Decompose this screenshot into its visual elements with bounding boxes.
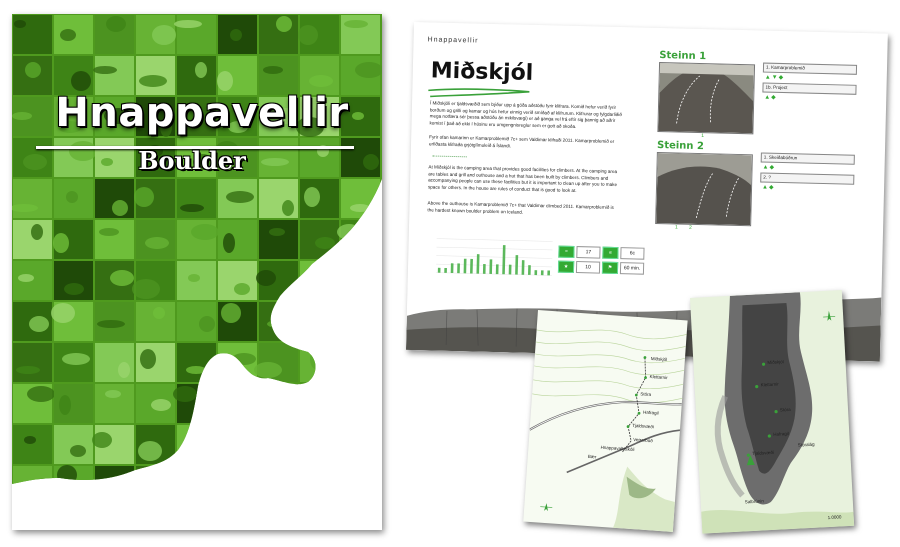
map2-label-6: Salbrúnin [744,498,764,505]
chart-bar-6c [489,259,492,274]
mosaic-photo-detail [112,200,128,216]
mosaic-photo-detail [22,528,42,530]
mosaic-photo-detail [221,303,241,323]
mosaic-photo-detail [27,386,55,402]
mosaic-photo-detail [219,395,247,415]
mosaic-tile [341,302,380,341]
mosaic-photo-detail [97,320,125,328]
mosaic-photo-detail [348,274,376,282]
mosaic-photo-detail [188,274,200,282]
map2-label-5: Stóralág [797,441,815,448]
mosaic-photo-detail [106,16,126,32]
cover-title: Hnappavellir [55,90,349,136]
chart-bar-4 [444,268,447,273]
mosaic-tile [177,466,216,505]
mosaic-tile [218,384,257,423]
chart-bar-6b+ [483,264,486,274]
mosaic-photo-detail [304,187,320,207]
mosaic-photo-detail [118,362,130,378]
map1-label-2: Stóra [640,391,652,398]
mosaic-tile [177,507,216,530]
mosaic-tile [300,384,339,423]
paragraph-icelandic-2: Fyrir ofan kamarinn er Kamarproblemið 7c+ sem Valdimar klifraði 2011. Kamarproblemið er erfiðasta klifraða grjótglímuleið á Íslandi. [428,134,615,148]
mosaic-photo-detail [191,224,219,240]
chart-bar-6b [476,254,479,273]
mosaic-photo-detail [71,71,91,91]
mosaic-photo-detail [51,303,75,323]
mosaic-photo-detail [24,436,36,444]
mosaic-photo-detail [199,316,215,332]
area-map-drawing [690,290,854,534]
mosaic-tile [300,302,339,341]
mosaic-photo-detail [315,237,335,249]
mosaic-photo-detail [151,399,171,411]
mosaic-tile [300,466,339,505]
mosaic-photo-detail [18,274,34,282]
mosaic-tile [95,343,134,382]
mosaic-tile [341,384,380,423]
chart-bar-8a [541,270,544,275]
mosaic-photo-detail [223,233,235,253]
steinn-2-problem-2: 2. ? [760,173,854,185]
mosaic-photo-detail [99,228,119,236]
mosaic-photo-detail [174,20,202,28]
mosaic-tile [13,220,52,259]
mosaic-tile [177,343,216,382]
mosaic-photo-detail [92,432,112,448]
mosaic-photo-detail [350,204,370,212]
mosaic-photo-detail [310,349,322,369]
mosaic-tile [54,425,93,464]
map2-label-2: Stóra [779,406,791,413]
mosaic-tile [13,179,52,218]
chart-bar-7c [528,265,531,275]
mosaic-tile [218,261,257,300]
mosaic-photo-detail [93,66,117,74]
mosaic-photo-detail [64,283,84,295]
mosaic-photo-detail [195,62,207,78]
mosaic-photo-detail [238,515,258,527]
mosaic-photo-detail [226,191,254,203]
mosaic-photo-detail [70,445,86,457]
mosaic-tile [259,220,298,259]
map1-label-3: Hafragil [642,409,659,416]
mosaic-tile [177,425,216,464]
mosaic-photo-detail [25,62,41,78]
mosaic-tile [13,343,52,382]
problem-count-value: 17 [576,246,600,259]
steinn-1-photo-number: 1 [701,133,705,140]
mosaic-photo-detail [321,399,337,411]
chart-bar-6c+ [496,264,499,274]
mosaic-photo-detail [59,395,71,415]
approach-map [523,310,687,532]
mosaic-photo-detail [139,75,167,87]
mosaic-tile [341,261,380,300]
mosaic-tile [136,466,175,505]
mosaic-photo-detail [153,307,165,319]
mosaic-photo-detail [186,366,206,374]
chart-gridline [436,256,552,259]
mosaic-photo-detail [29,316,49,332]
mosaic-tile [259,425,298,464]
running-head: Hnappavellir [427,36,479,45]
mosaic-tile [95,507,134,530]
mosaic-photo-detail [227,465,243,485]
compass-icon [823,310,836,321]
mosaic-photo-detail [282,200,294,216]
map2-page-number: 1.0000 [827,514,842,521]
mosaic-photo-detail [337,224,361,240]
chart-gridline [437,247,553,250]
problem-count-icon: ≈ [558,246,574,258]
mosaic-photo-detail [344,20,368,28]
mosaic-tile [300,425,339,464]
mosaic-photo-detail [53,233,69,253]
mosaic-photo-detail [273,482,293,490]
mosaic-photo-detail [343,386,363,402]
grade-value: 6c [620,247,644,260]
map2-label-0: Miðskjól [767,359,784,366]
mosaic-photo-detail [217,71,233,91]
steinn-2-problem-1-icons: ▲◆ [762,164,776,171]
area-map [690,290,854,534]
mosaic-photo-detail [363,154,379,170]
steinn-2-problem-2-icons: ▲◆ [761,184,775,191]
mosaic-tile [300,261,339,300]
mosaic-tile [218,507,257,530]
chart-bar-3 [438,268,441,273]
mosaic-photo-detail [35,478,51,494]
mosaic-photo-detail [295,469,319,481]
walk-time-value: 60 min. [620,262,644,275]
mosaic-photo-detail [103,482,127,490]
chart-bar-7a [502,245,505,274]
chart-bar-7b [515,255,518,274]
mosaic-photo-detail [12,112,32,120]
chart-bar-7a+ [509,265,512,275]
mosaic-tile [177,179,216,218]
map1-label-5: Vetrarbúð [633,436,653,444]
mosaic-tile [95,220,134,259]
mosaic-tile [341,343,380,382]
mosaic-photo-detail [254,362,282,378]
mosaic-photo-detail [269,228,285,236]
mosaic-photo-detail [362,528,374,530]
map1-label-1: Klettarnir [649,373,668,381]
map1-label-7: Bær [587,453,597,460]
mosaic-photo-detail [152,25,176,45]
paragraph-icelandic-1: Í Miðskjóli er tjaldsvæðið sem býður upp á góða aðstöðu fyrir klifrara. Komið hefur verið fyrir borðum og grilli og kamar og hús hefur einnig verið smíðað af klifrurum. Klifrurar og fylgdarliðið mega notfæra sér þessa aðstöðu án mikilsvægi) er að ganga vel frá eftir sig þannig að aðrir komist í það að ekki í húsinu eru umgengnisreglur sem er gott að skoða. [429,100,622,129]
walk-icon: ⚑ [602,262,618,274]
steinn-2-title: Steinn 2 [656,139,705,153]
steinn-2-problem-1: 1. Skeiðabúðrun [761,153,855,165]
mosaic-tile [341,179,380,218]
mosaic-photo-detail [230,29,242,41]
steinn-1-problem-2: 1b. Project [762,83,856,95]
mosaic-photo-detail [267,320,291,328]
mosaic-tile [259,384,298,423]
compass-icon [540,503,553,512]
mosaic-photo-detail [192,528,208,530]
mosaic-photo-detail [276,16,292,32]
mosaic-tile [13,507,52,530]
mosaic-tile [95,466,134,505]
chart-bar-7c+ [534,270,537,275]
mosaic-photo-detail [138,441,162,461]
mosaic-tile [136,302,175,341]
mosaic-photo-detail [354,436,378,444]
chart-bar-7b+ [522,260,525,275]
steinn-1-problem-1-icons: ▲▼◆ [764,74,785,82]
mosaic-tile [13,466,52,505]
chart-bar-5 [451,263,454,273]
mosaic-photo-detail [57,465,77,485]
map1-label-6: Hnappavallaskóli [600,444,635,453]
mosaic-photo-detail [180,204,204,212]
star-value: 10 [576,261,600,274]
mosaic-photo-detail [262,432,278,448]
mosaic-tile [259,507,298,530]
map2-label-1: Klettarnir [760,381,779,388]
mosaic-photo-detail [181,478,193,494]
chart-bar-8a+ [547,270,550,275]
paragraph-english-1: At Miðskjól is the camping area that provides good facilities for climbers. At the camping area are tables and grill and outhouse and a hut that has been built by climbers. Climbers and accompanying people can use these facilities but it is important to clean up after you to make space for others. In the house are rules of conduct that is good to look at. [427,164,618,193]
mosaic-photo-detail [62,353,90,365]
mosaic-photo-detail [184,436,212,444]
mosaic-photo-detail [14,20,26,28]
mosaic-photo-detail [60,29,76,41]
mosaic-tile [13,261,52,300]
mosaic-photo-detail [134,187,154,207]
mosaic-tile [259,466,298,505]
mosaic-photo-detail [256,270,276,286]
mosaic-tile [300,343,339,382]
mosaic-photo-detail [356,366,372,374]
mosaic-tile [341,507,380,530]
mosaic-tile [341,466,380,505]
mosaic-photo-detail [149,469,177,481]
mosaic-photo-detail [298,25,318,45]
mosaic-photo-detail [345,316,357,332]
mosaic-tile [300,507,339,530]
steinn-1-photo [657,62,755,134]
mosaic-photo-detail [275,390,287,398]
mosaic-tile [13,425,52,464]
mosaic-photo-detail [308,441,328,461]
mosaic-tile [95,384,134,423]
chart-gridline [436,264,552,267]
mosaic-photo-detail [140,349,156,369]
mosaic-photo-detail [263,66,283,74]
mosaic-photo-detail [68,515,92,527]
map1-label-4: Tjaldsvæði [632,422,655,430]
mosaic-photo-detail [306,511,334,530]
mosaic-photo-detail [234,283,250,295]
mosaic-tile [259,302,298,341]
approach-map-drawing [523,310,687,532]
mosaic-photo-detail [341,478,369,494]
mosaic-photo-detail [260,524,284,530]
mosaic-photo-detail [132,279,160,299]
mosaic-photo-detail [90,524,118,530]
chart-bar-5+ [457,263,460,273]
steinn-2-photo-number-2: 2 [688,224,692,231]
mosaic-photo-detail [16,366,40,374]
mosaic-tile [341,425,380,464]
mosaic-photo-detail [355,62,382,78]
mosaic-photo-detail [31,224,43,240]
mosaic-photo-detail [309,75,333,87]
chart-bar-6a+ [470,259,473,274]
steinn-1-title: Steinn 1 [659,50,707,63]
steinn-2-photo-number-1: 1 [674,224,678,231]
steinn-1-problem-2-icons: ▲◆ [764,94,777,101]
steinn-1-problem-1: 1. Kamarproblemið [763,63,857,75]
map2-label-4: Tjaldsvæði [752,449,775,456]
mosaic-photo-detail [105,390,121,398]
cover-subtitle: Boulder [138,146,246,175]
mosaic-photo-detail [313,307,341,319]
section-divider [433,155,467,157]
grade-icon: ≡ [602,247,618,259]
chart-bar-6a [464,259,467,274]
mosaic-photo-detail [232,353,256,365]
mosaic-tile [136,507,175,530]
title-swash [426,84,531,101]
mosaic-tile [218,466,257,505]
map1-label-0: Miðskjól [650,355,668,363]
mosaic-photo-detail [302,279,326,299]
mosaic-tile [218,425,257,464]
chart-gridline [437,239,553,242]
mosaic-tile [54,507,93,530]
map2-label-3: Hafragil [773,431,789,437]
spread-title: Miðskjól [430,58,534,86]
mosaic-photo-detail [146,511,158,530]
mosaic-photo-detail [240,445,252,457]
mosaic-photo-detail [145,237,169,249]
star-icon: ★ [558,261,574,273]
mosaic-photo-detail [66,191,78,203]
cover-page [12,14,382,530]
mosaic-photo-detail [173,386,197,402]
paragraph-english-2: Above the outhouse is Kamarproblemið 7c+ that Valdimar climbed 2011. Kamarproblemið is the hardest known boulder problem on Iceland. [427,200,614,215]
steinn-2-photo [655,152,753,226]
mosaic-photo-detail [110,270,134,286]
